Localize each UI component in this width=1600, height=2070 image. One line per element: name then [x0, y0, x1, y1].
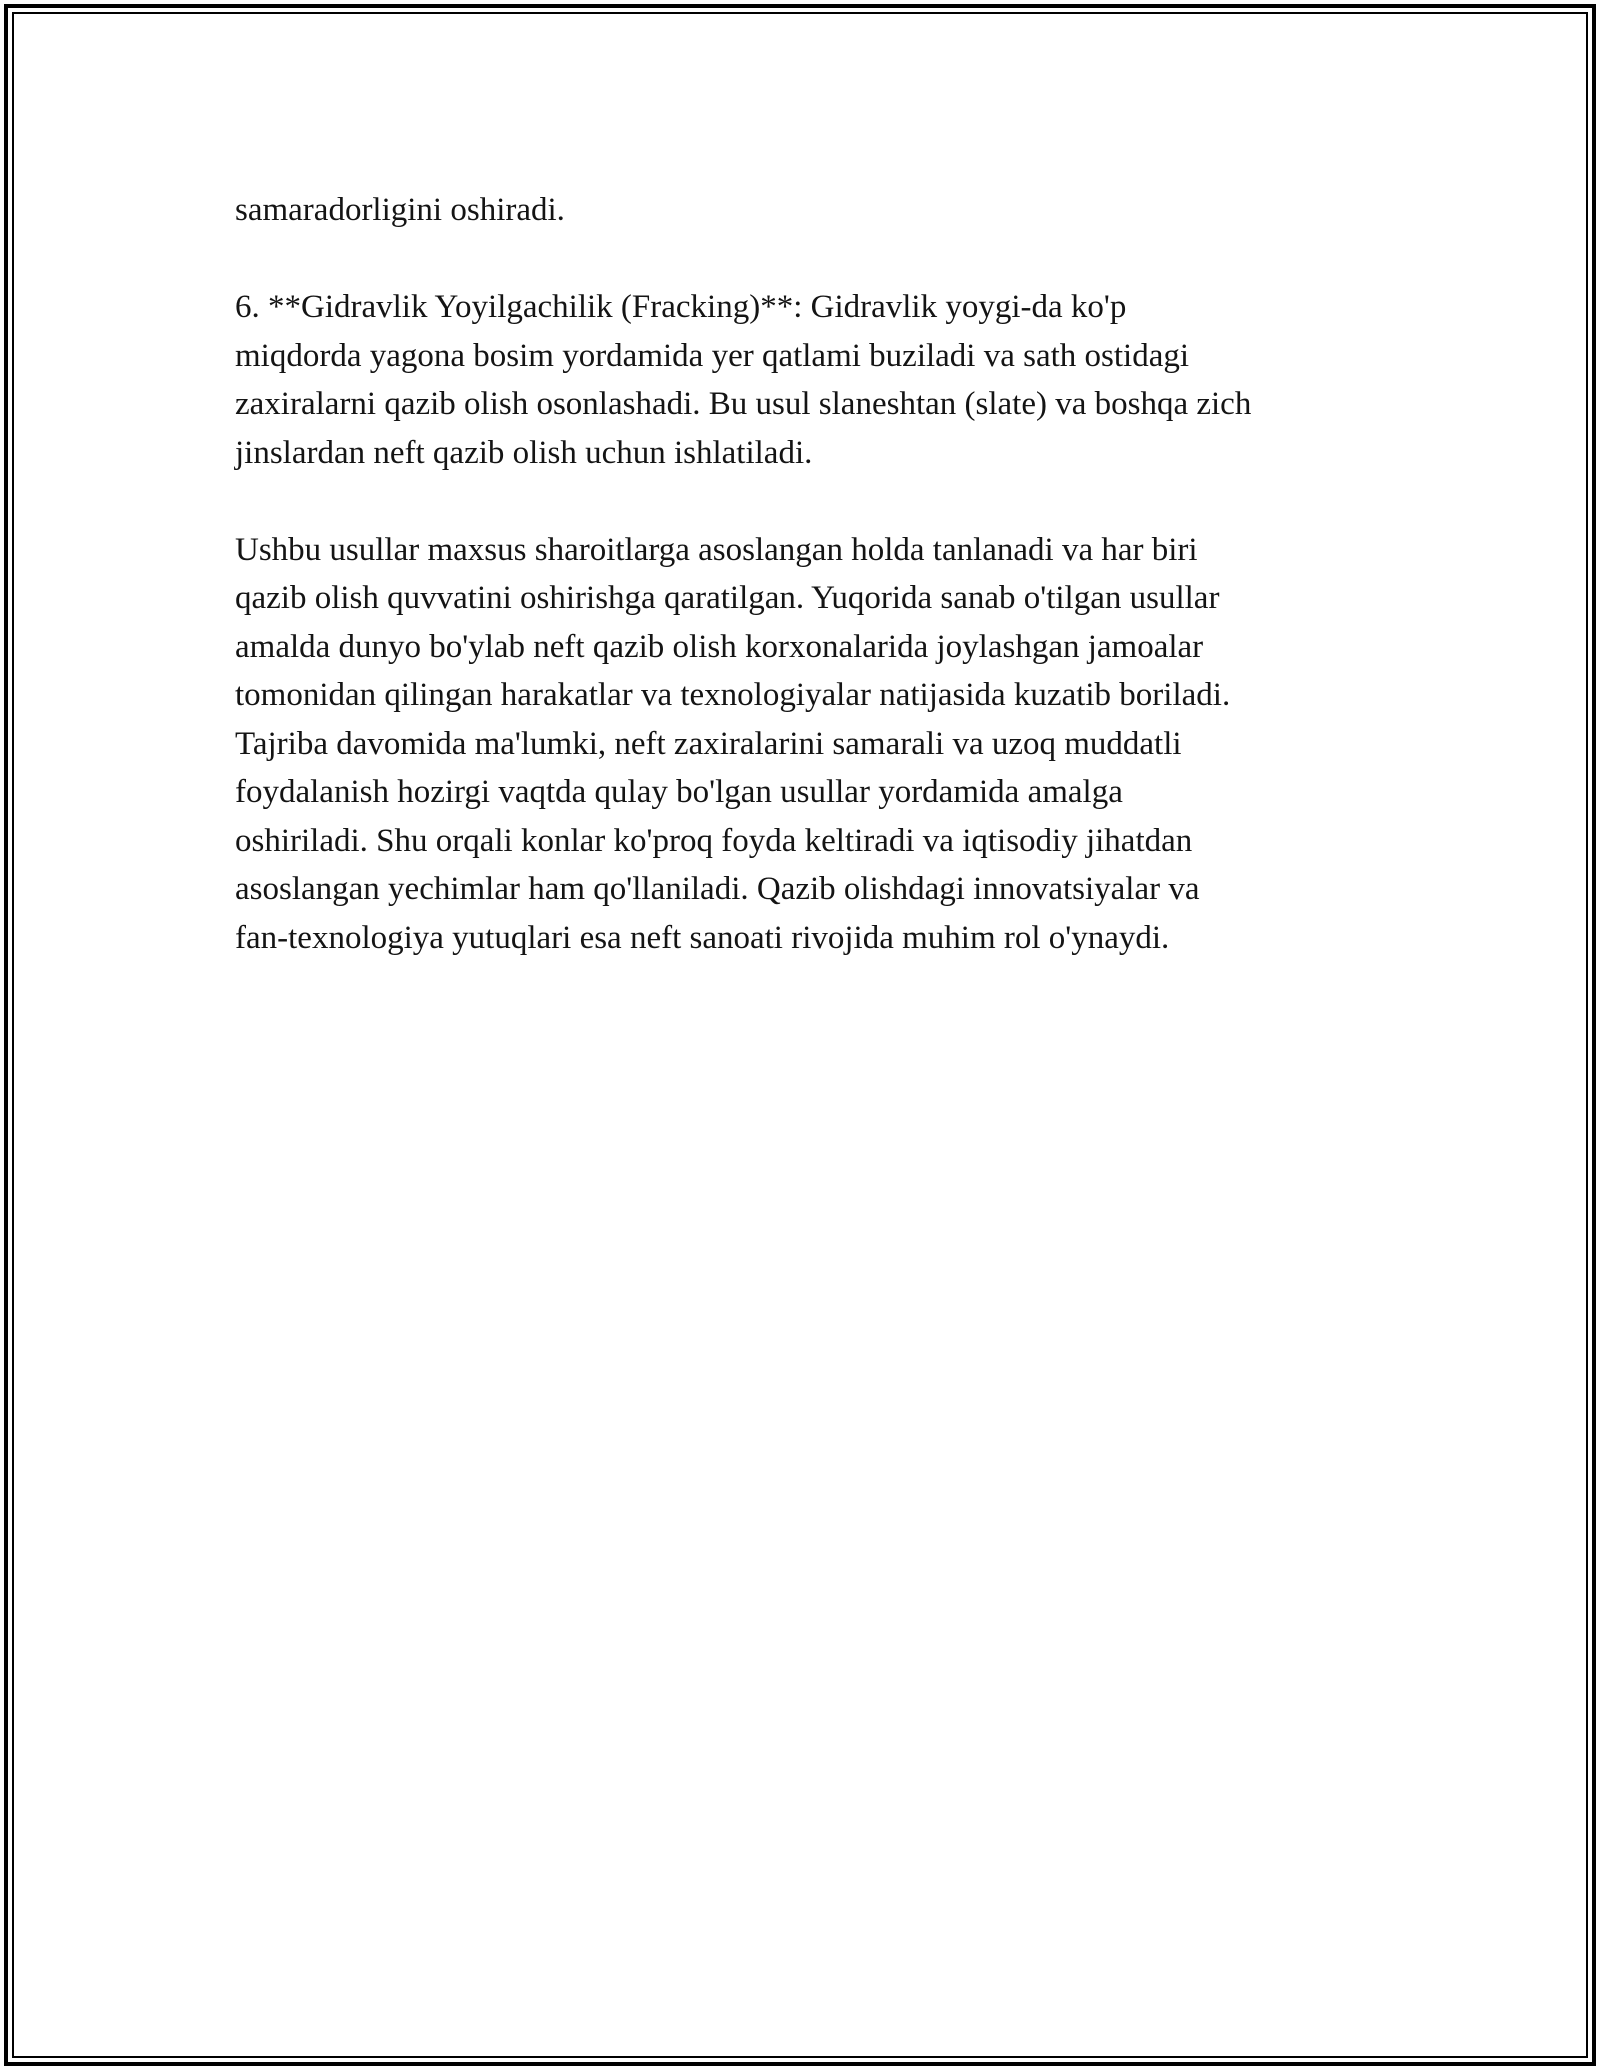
text-line: Tajriba davomida ma'lumki, neft zaxiralarini samarali va uzoq muddatli — [235, 725, 1182, 762]
text-line: jinslardan neft qazib olish uchun ishlatiladi. — [235, 434, 813, 471]
text-line: zaxiralarni qazib olish osonlashadi. Bu usul slaneshtan (slate) va boshqa zich — [235, 386, 1252, 422]
text-line: 6. **Gidravlik Yoyilgachilik (Fracking)**: Gidravlik yoygi-da ko'p — [235, 289, 1127, 325]
text-line: samaradorligini oshiradi. — [235, 192, 565, 228]
text-line: oshiriladi. Shu orqali konlar ko'proq foyda keltiradi va iqtisodiy jihatdan — [235, 822, 1193, 859]
text-line: Ushbu usullar maxsus sharoitlarga asoslangan holda tanlanadi va har biri — [235, 531, 1198, 568]
text-line: amalda dunyo bo'ylab neft qazib olish korxonalarida joylashgan jamoalar — [235, 628, 1204, 665]
paragraph-continuation — [235, 186, 1375, 235]
paragraph-summary — [235, 526, 1375, 963]
text-line: asoslangan yechimlar ham qo'llaniladi. Qazib olishdagi innovatsiyalar va — [235, 871, 1200, 907]
text-line: fan-texnologiya yutuqlari esa neft sanoati rivojida muhim rol o'ynaydi. — [235, 919, 1170, 956]
document-body — [235, 186, 1375, 1011]
text-line: qazib olish quvvatini oshirishga qaratilgan. Yuqorida sanab o'tilgan usullar — [235, 580, 1220, 616]
paragraph-fracking — [235, 283, 1375, 477]
text-line: foydalanish hozirgi vaqtda qulay bo'lgan usullar yordamida amalga — [235, 774, 1123, 810]
text-line: miqdorda yagona bosim yordamida yer qatlami buziladi va sath ostidagi — [235, 337, 1190, 374]
text-line: tomonidan qilingan harakatlar va texnologiyalar natijasida kuzatib boriladi. — [235, 677, 1231, 713]
